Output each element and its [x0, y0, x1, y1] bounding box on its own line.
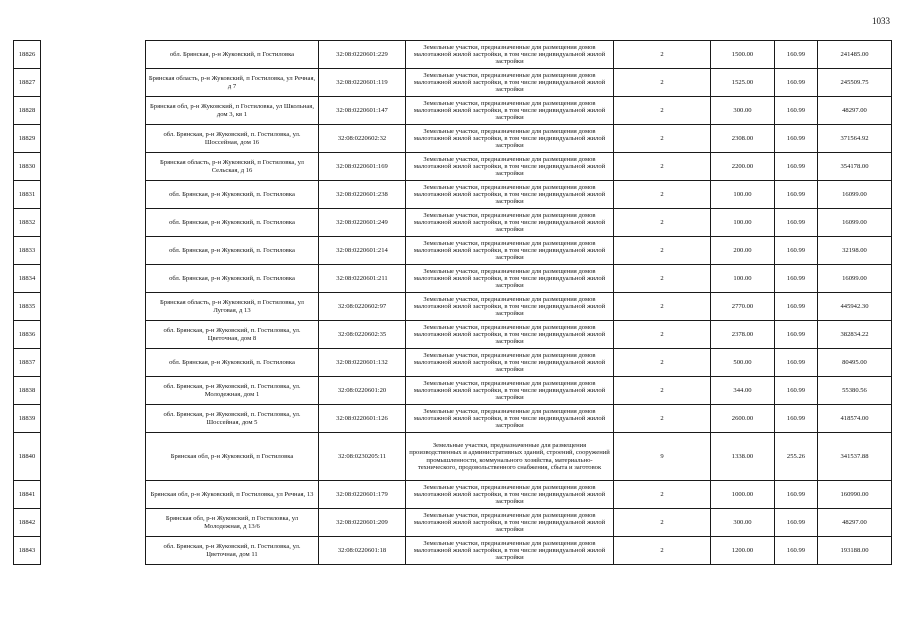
land-use-cell: Земельные участки, предназначенные для размещения домов малоэтажной жилой застройки, в том числе индивидуальной жилой застройки — [406, 349, 614, 377]
land-use-cell: Земельные участки, предназначенные для размещения домов малоэтажной жилой застройки, в том числе индивидуальной жилой застройки — [406, 405, 614, 433]
group-cell: 2 — [614, 405, 711, 433]
cadastral-value-cell: 354178.00 — [818, 153, 892, 181]
table-row — [14, 97, 892, 125]
gap-cell — [41, 405, 146, 433]
specific-value-cell: 160.99 — [775, 125, 818, 153]
specific-value-cell: 160.99 — [775, 153, 818, 181]
land-use-cell: Земельные участки, предназначенные для размещения производственных и административных зданий, строений, сооружений промышленности, коммунального хозяйства, материально-технического, продовольственного снабжения, сбыта и заготовок — [406, 433, 614, 481]
cadastral-number-cell: 32:08:0220601:132 — [319, 349, 406, 377]
area-cell: 2770.00 — [711, 293, 775, 321]
row-number-cell: 18839 — [14, 405, 41, 433]
row-number-cell: 18837 — [14, 349, 41, 377]
table-row — [14, 405, 892, 433]
address-cell: Брянская обл, р-н Жуковский, п Гостиловка, ул Школьная, дом 3, кв 1 — [146, 97, 319, 125]
cadastral-value-cell: 16099.00 — [818, 265, 892, 293]
area-cell: 1338.00 — [711, 433, 775, 481]
row-number-cell: 18842 — [14, 509, 41, 537]
cadastral-number-cell: 32:08:0220601:126 — [319, 405, 406, 433]
cadastral-value-cell: 382834.22 — [818, 321, 892, 349]
group-cell: 2 — [614, 69, 711, 97]
group-cell: 2 — [614, 41, 711, 69]
cadastral-number-cell: 32:08:0220602:35 — [319, 321, 406, 349]
cadastral-number-cell: 32:08:0220601:179 — [319, 481, 406, 509]
table-row — [14, 209, 892, 237]
address-cell: обл. Брянская, р-н Жуковский, п. Гостиловка — [146, 237, 319, 265]
gap-cell — [41, 237, 146, 265]
table-row — [14, 321, 892, 349]
area-cell: 2308.00 — [711, 125, 775, 153]
cadastral-number-cell: 32:08:0220601:18 — [319, 537, 406, 565]
address-cell: обл. Брянская, р-н Жуковский, п. Гостиловка — [146, 181, 319, 209]
gap-cell — [41, 265, 146, 293]
land-use-cell: Земельные участки, предназначенные для размещения домов малоэтажной жилой застройки, в том числе индивидуальной жилой застройки — [406, 481, 614, 509]
gap-cell — [41, 41, 146, 69]
address-cell: обл. Брянская, р-н Жуковский, п. Гостиловка — [146, 265, 319, 293]
cadastral-value-cell: 160990.00 — [818, 481, 892, 509]
area-cell: 300.00 — [711, 97, 775, 125]
cadastral-value-cell: 193188.00 — [818, 537, 892, 565]
specific-value-cell: 255.26 — [775, 433, 818, 481]
cadastral-number-cell: 32:08:0220601:209 — [319, 509, 406, 537]
row-number-cell: 18835 — [14, 293, 41, 321]
gap-cell — [41, 321, 146, 349]
land-use-cell: Земельные участки, предназначенные для размещения домов малоэтажной жилой застройки, в том числе индивидуальной жилой застройки — [406, 97, 614, 125]
specific-value-cell: 160.99 — [775, 41, 818, 69]
group-cell: 2 — [614, 181, 711, 209]
group-cell: 2 — [614, 377, 711, 405]
row-number-cell: 18831 — [14, 181, 41, 209]
land-use-cell: Земельные участки, предназначенные для размещения домов малоэтажной жилой застройки, в том числе индивидуальной жилой застройки — [406, 293, 614, 321]
area-cell: 100.00 — [711, 209, 775, 237]
address-cell: обл. Брянская, р-н Жуковский, п. Гостиловка — [146, 209, 319, 237]
group-cell: 2 — [614, 125, 711, 153]
land-use-cell: Земельные участки, предназначенные для размещения домов малоэтажной жилой застройки, в том числе индивидуальной жилой застройки — [406, 153, 614, 181]
specific-value-cell: 160.99 — [775, 377, 818, 405]
address-cell: обл. Брянская, р-н Жуковский, п. Гостиловка — [146, 349, 319, 377]
address-cell: Брянская область, р-н Жуковский, п Гостиловка, ул Сельская, д 16 — [146, 153, 319, 181]
specific-value-cell: 160.99 — [775, 265, 818, 293]
gap-cell — [41, 209, 146, 237]
specific-value-cell: 160.99 — [775, 537, 818, 565]
gap-cell — [41, 433, 146, 481]
address-cell: обл. Брянская, р-н Жуковский, п. Гостиловка, ул. Цветочная, дом 11 — [146, 537, 319, 565]
specific-value-cell: 160.99 — [775, 349, 818, 377]
page-number: 1033 — [872, 16, 890, 26]
row-number-cell: 18836 — [14, 321, 41, 349]
cadastral-value-table — [13, 40, 892, 565]
address-cell: обл. Брянская, р-н Жуковский, п. Гостиловка, ул. Шоссейная, дом 16 — [146, 125, 319, 153]
group-cell: 2 — [614, 349, 711, 377]
area-cell: 100.00 — [711, 181, 775, 209]
cadastral-value-cell: 32198.00 — [818, 237, 892, 265]
cadastral-value-cell: 371564.92 — [818, 125, 892, 153]
area-cell: 200.00 — [711, 237, 775, 265]
row-number-cell: 18829 — [14, 125, 41, 153]
cadastral-number-cell: 32:08:0220602:97 — [319, 293, 406, 321]
specific-value-cell: 160.99 — [775, 481, 818, 509]
table-row — [14, 377, 892, 405]
cadastral-value-cell: 16099.00 — [818, 209, 892, 237]
table-row — [14, 181, 892, 209]
table-row — [14, 293, 892, 321]
table-row — [14, 265, 892, 293]
table-row — [14, 481, 892, 509]
cadastral-value-cell: 418574.00 — [818, 405, 892, 433]
row-number-cell: 18838 — [14, 377, 41, 405]
group-cell: 2 — [614, 321, 711, 349]
specific-value-cell: 160.99 — [775, 293, 818, 321]
table-row — [14, 237, 892, 265]
gap-cell — [41, 377, 146, 405]
land-use-cell: Земельные участки, предназначенные для размещения домов малоэтажной жилой застройки, в том числе индивидуальной жилой застройки — [406, 181, 614, 209]
address-cell: обл. Брянская, р-н Жуковский, п Гостиловка — [146, 41, 319, 69]
address-cell: обл. Брянская, р-н Жуковский, п. Гостиловка, ул. Цветочная, дом 8 — [146, 321, 319, 349]
cadastral-number-cell: 32:08:0220601:238 — [319, 181, 406, 209]
address-cell: Брянская область, р-н Жуковский, п Гостиловка, ул Речная, д 7 — [146, 69, 319, 97]
cadastral-number-cell: 32:08:0220601:214 — [319, 237, 406, 265]
group-cell: 2 — [614, 237, 711, 265]
area-cell: 344.00 — [711, 377, 775, 405]
gap-cell — [41, 181, 146, 209]
gap-cell — [41, 349, 146, 377]
cadastral-number-cell: 32:08:0220601:169 — [319, 153, 406, 181]
table-row — [14, 349, 892, 377]
cadastral-value-cell: 241485.00 — [818, 41, 892, 69]
table-row — [14, 41, 892, 69]
cadastral-number-cell: 32:08:0220601:147 — [319, 97, 406, 125]
group-cell: 2 — [614, 97, 711, 125]
gap-cell — [41, 69, 146, 97]
table-body — [14, 41, 892, 565]
land-use-cell: Земельные участки, предназначенные для размещения домов малоэтажной жилой застройки, в том числе индивидуальной жилой застройки — [406, 265, 614, 293]
land-use-cell: Земельные участки, предназначенные для размещения домов малоэтажной жилой застройки, в том числе индивидуальной жилой застройки — [406, 237, 614, 265]
address-cell: Брянская обл, р-н Жуковский, п Гостиловка, ул Молодежная, д 13/6 — [146, 509, 319, 537]
row-number-cell: 18826 — [14, 41, 41, 69]
area-cell: 1500.00 — [711, 41, 775, 69]
gap-cell — [41, 537, 146, 565]
group-cell: 2 — [614, 509, 711, 537]
cadastral-value-cell: 48297.00 — [818, 97, 892, 125]
row-number-cell: 18840 — [14, 433, 41, 481]
group-cell: 2 — [614, 481, 711, 509]
area-cell: 2378.00 — [711, 321, 775, 349]
address-cell: обл. Брянская, р-н Жуковский, п. Гостиловка, ул. Молодежная, дом 1 — [146, 377, 319, 405]
row-number-cell: 18833 — [14, 237, 41, 265]
table-row — [14, 125, 892, 153]
group-cell: 2 — [614, 293, 711, 321]
specific-value-cell: 160.99 — [775, 405, 818, 433]
area-cell: 1200.00 — [711, 537, 775, 565]
specific-value-cell: 160.99 — [775, 181, 818, 209]
group-cell: 2 — [614, 153, 711, 181]
gap-cell — [41, 481, 146, 509]
gap-cell — [41, 509, 146, 537]
area-cell: 1000.00 — [711, 481, 775, 509]
cadastral-number-cell: 32:08:0220601:119 — [319, 69, 406, 97]
cadastral-number-cell: 32:08:0220601:249 — [319, 209, 406, 237]
cadastral-value-cell: 16099.00 — [818, 181, 892, 209]
area-cell: 2600.00 — [711, 405, 775, 433]
row-number-cell: 18828 — [14, 97, 41, 125]
land-use-cell: Земельные участки, предназначенные для размещения домов малоэтажной жилой застройки, в том числе индивидуальной жилой застройки — [406, 69, 614, 97]
group-cell: 2 — [614, 537, 711, 565]
cadastral-value-cell: 245509.75 — [818, 69, 892, 97]
table-row — [14, 509, 892, 537]
table-row — [14, 433, 892, 481]
cadastral-number-cell: 32:08:0220602:32 — [319, 125, 406, 153]
specific-value-cell: 160.99 — [775, 209, 818, 237]
row-number-cell: 18830 — [14, 153, 41, 181]
specific-value-cell: 160.99 — [775, 69, 818, 97]
row-number-cell: 18827 — [14, 69, 41, 97]
land-use-cell: Земельные участки, предназначенные для размещения домов малоэтажной жилой застройки, в том числе индивидуальной жилой застройки — [406, 321, 614, 349]
area-cell: 2200.00 — [711, 153, 775, 181]
gap-cell — [41, 125, 146, 153]
cadastral-number-cell: 32:08:0220601:229 — [319, 41, 406, 69]
table-row — [14, 69, 892, 97]
specific-value-cell: 160.99 — [775, 97, 818, 125]
address-cell: Брянская обл, р-н Жуковский, п Гостиловка, ул Речная, 13 — [146, 481, 319, 509]
cadastral-value-cell: 80495.00 — [818, 349, 892, 377]
cadastral-value-cell: 445942.30 — [818, 293, 892, 321]
cadastral-number-cell: 32:08:0230205:11 — [319, 433, 406, 481]
table-row — [14, 537, 892, 565]
group-cell: 2 — [614, 265, 711, 293]
address-cell: Брянская обл, р-н Жуковский, п Гостиловка — [146, 433, 319, 481]
address-cell: обл. Брянская, р-н Жуковский, п. Гостиловка, ул. Шоссейная, дом 5 — [146, 405, 319, 433]
group-cell: 9 — [614, 433, 711, 481]
group-cell: 2 — [614, 209, 711, 237]
cadastral-number-cell: 32:08:0220601:211 — [319, 265, 406, 293]
specific-value-cell: 160.99 — [775, 237, 818, 265]
land-use-cell: Земельные участки, предназначенные для размещения домов малоэтажной жилой застройки, в том числе индивидуальной жилой застройки — [406, 537, 614, 565]
area-cell: 300.00 — [711, 509, 775, 537]
land-use-cell: Земельные участки, предназначенные для размещения домов малоэтажной жилой застройки, в том числе индивидуальной жилой застройки — [406, 41, 614, 69]
land-use-cell: Земельные участки, предназначенные для размещения домов малоэтажной жилой застройки, в том числе индивидуальной жилой застройки — [406, 125, 614, 153]
specific-value-cell: 160.99 — [775, 321, 818, 349]
land-use-cell: Земельные участки, предназначенные для размещения домов малоэтажной жилой застройки, в том числе индивидуальной жилой застройки — [406, 509, 614, 537]
row-number-cell: 18832 — [14, 209, 41, 237]
address-cell: Брянская область, р-н Жуковский, п Гостиловка, ул Луговая, д 13 — [146, 293, 319, 321]
cadastral-value-cell: 48297.00 — [818, 509, 892, 537]
gap-cell — [41, 153, 146, 181]
cadastral-value-cell: 55380.56 — [818, 377, 892, 405]
cadastral-value-cell: 341537.88 — [818, 433, 892, 481]
table-row — [14, 153, 892, 181]
land-use-cell: Земельные участки, предназначенные для размещения домов малоэтажной жилой застройки, в том числе индивидуальной жилой застройки — [406, 377, 614, 405]
area-cell: 100.00 — [711, 265, 775, 293]
gap-cell — [41, 293, 146, 321]
row-number-cell: 18841 — [14, 481, 41, 509]
area-cell: 500.00 — [711, 349, 775, 377]
specific-value-cell: 160.99 — [775, 509, 818, 537]
row-number-cell: 18834 — [14, 265, 41, 293]
row-number-cell: 18843 — [14, 537, 41, 565]
cadastral-number-cell: 32:08:0220601:20 — [319, 377, 406, 405]
land-use-cell: Земельные участки, предназначенные для размещения домов малоэтажной жилой застройки, в том числе индивидуальной жилой застройки — [406, 209, 614, 237]
gap-cell — [41, 97, 146, 125]
area-cell: 1525.00 — [711, 69, 775, 97]
